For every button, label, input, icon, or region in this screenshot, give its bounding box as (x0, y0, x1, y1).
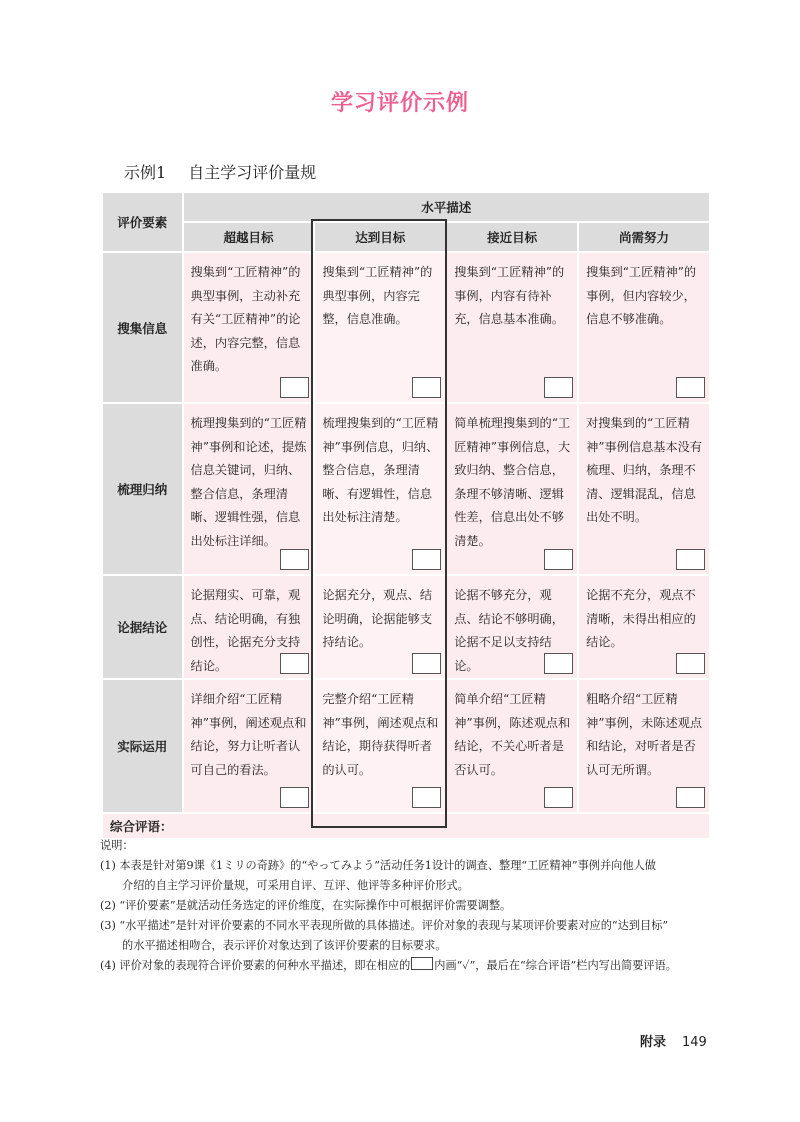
summary-label[interactable]: 综合评语： (103, 814, 709, 838)
row-header: 论据结论 (103, 576, 182, 678)
cell-text: 搜集到“工匠精神”的事例，内容有待补充，信息基本准确。 (454, 265, 565, 326)
example-caption (124, 160, 316, 183)
rubric-cell (447, 253, 577, 402)
table-row (103, 253, 709, 402)
summary-row (103, 814, 709, 838)
check-box[interactable] (544, 653, 573, 674)
rubric-cell (579, 680, 709, 812)
row-header: 梳理归纳 (103, 404, 182, 574)
rubric-cell (579, 576, 709, 678)
check-box[interactable] (280, 377, 309, 398)
inline-check-box-icon (411, 957, 433, 970)
note-3-continued: 的水平描述相吻合，表示评价对象达到了该评价要素的目标要求。 (122, 939, 447, 952)
level-header-achieve: 达到目标 (315, 223, 445, 251)
rubric-cell (579, 253, 709, 402)
note-3: (3) “水平描述”是针对评价要素的不同水平表现所做的具体描述。评价对象的表现与某项评价要素对应的“达到目标” (100, 919, 669, 932)
table-row (103, 404, 709, 574)
level-header-approach: 接近目标 (447, 223, 577, 251)
check-box[interactable] (280, 549, 309, 570)
row-header: 搜集信息 (103, 253, 182, 402)
cell-text: 完整介绍“工匠精神”事例，阐述观点和结论，期待获得听者的认可。 (322, 692, 439, 777)
page-number: 149 (682, 1035, 707, 1050)
rubric-cell (184, 404, 314, 574)
rubric-cell (315, 680, 445, 812)
page-title: 学习评价示例 (330, 91, 469, 116)
cell-text: 粗略介绍“工匠精神”事例，未陈述观点和结论，对听者是否认可无所谓。 (586, 692, 703, 777)
check-box[interactable] (412, 549, 441, 570)
cell-text: 论据充分，观点、结论明确，论据能够支持结论。 (322, 588, 433, 649)
check-box[interactable] (280, 653, 309, 674)
example-number: 示例1 (124, 163, 167, 182)
check-box[interactable] (676, 653, 705, 674)
cell-text: 对搜集到的“工匠精神”事例信息基本没有梳理、归纳，条理不清、逻辑混乱，信息出处不明。 (586, 416, 703, 524)
cell-text: 梳理搜集到的“工匠精神”事例信息，归纳、整合信息，条理清晰、有逻辑性，信息出处标注清楚。 (322, 416, 439, 524)
check-box[interactable] (412, 377, 441, 398)
check-box[interactable] (676, 549, 705, 570)
table-row (103, 680, 709, 812)
rubric-cell (315, 253, 445, 402)
notes-heading: 说明： (100, 839, 134, 852)
rubric-cell (184, 680, 314, 812)
cell-text: 搜集到“工匠精神”的典型事例，内容完整，信息准确。 (322, 265, 433, 326)
check-box[interactable] (412, 787, 441, 808)
level-header-needs-effort: 尚需努力 (579, 223, 709, 251)
note-1-continued: 介绍的自主学习评价量规，可采用自评、互评、他评等多种评价形式。 (122, 879, 469, 892)
rubric-cell (447, 576, 577, 678)
cell-text: 论据翔实、可靠，观点、结论明确，有独创性，论据充分支持结论。 (190, 588, 301, 673)
check-box[interactable] (676, 377, 705, 398)
note-4-part-1: (4) 评价对象的表现符合评价要素的何种水平描述，即在相应的 (100, 959, 411, 972)
rubric-cell (184, 576, 314, 678)
row-header: 实际运用 (103, 680, 182, 812)
notes-section (100, 836, 712, 976)
rubric-cell (447, 404, 577, 574)
rubric-cell (579, 404, 709, 574)
rubric-table (101, 191, 711, 840)
cell-text: 简单梳理搜集到的“工匠精神”事例信息，大致归纳、整合信息，条理不够清晰、逻辑性差，信息出处不够清楚。 (454, 416, 571, 548)
cell-text: 论据不充分，观点不清晰，未得出相应的结论。 (586, 588, 696, 649)
footer-label: 附录 (640, 1035, 667, 1050)
note-1: (1) 本表是针对第9课《1ミリの奇跡》的“やってみよう”活动任务1设计的调查、整理“工匠精神”事例并向他人做 (100, 859, 656, 872)
element-header: 评价要素 (103, 193, 182, 251)
level-header-exceed: 超越目标 (184, 223, 314, 251)
example-title: 自主学习评价量规 (188, 163, 317, 182)
check-box[interactable] (544, 787, 573, 808)
check-box[interactable] (544, 549, 573, 570)
note-4-part-2: 内画“✓”，最后在“综合评语”栏内写出简要评语。 (434, 959, 677, 972)
note-4 (100, 956, 712, 976)
rubric-cell (184, 253, 314, 402)
rubric-cell (315, 576, 445, 678)
cell-text: 详细介绍“工匠精神”事例，阐述观点和结论，努力让听者认可自己的看法。 (190, 692, 307, 777)
check-box[interactable] (412, 653, 441, 674)
note-2: (2) “评价要素”是就活动任务选定的评价维度，在实际操作中可根据评价需要调整。 (100, 899, 512, 912)
cell-text: 搜集到“工匠精神”的事例，但内容较少，信息不够准确。 (586, 265, 697, 326)
cell-text: 梳理搜集到的“工匠精神”事例和论述，提炼信息关键词，归纳、整合信息，条理清晰、逻辑性强，信息出处标注详细。 (190, 416, 307, 548)
cell-text: 论据不够充分，观点、结论不够明确，论据不足以支持结论。 (454, 588, 564, 673)
check-box[interactable] (544, 377, 573, 398)
check-box[interactable] (280, 787, 309, 808)
page-footer (640, 1031, 707, 1050)
cell-text: 搜集到“工匠精神”的典型事例，主动补充有关“工匠精神”的论述，内容完整，信息准确。 (190, 265, 301, 373)
rubric-cell (315, 404, 445, 574)
table-row (103, 576, 709, 678)
rubric-cell (447, 680, 577, 812)
level-header: 水平描述 (184, 193, 709, 221)
check-box[interactable] (676, 787, 705, 808)
cell-text: 简单介绍“工匠精神”事例，陈述观点和结论，不关心听者是否认可。 (454, 692, 571, 777)
